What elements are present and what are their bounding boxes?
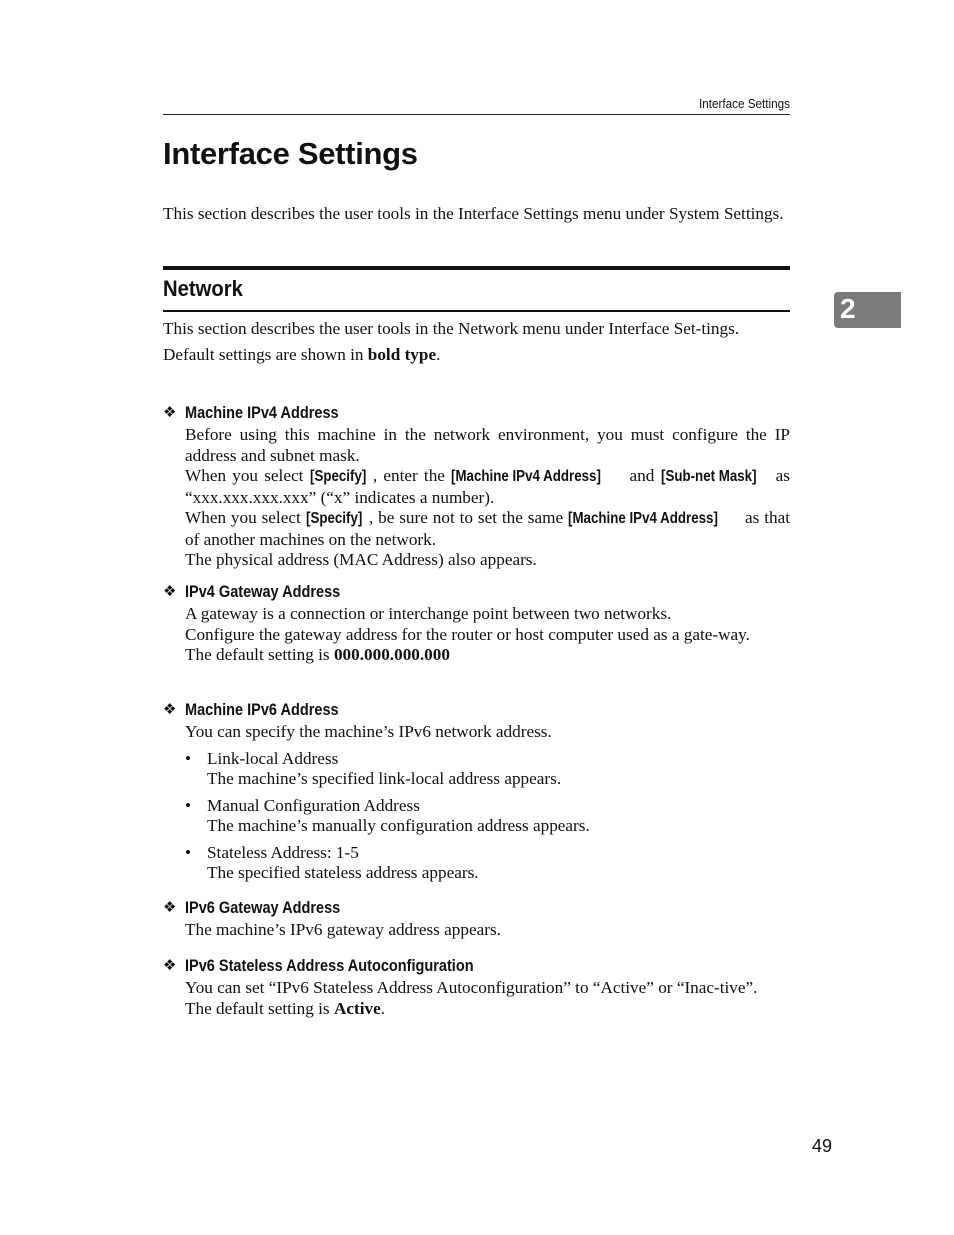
item-body bbox=[185, 920, 790, 941]
item-machine-ipv6 bbox=[163, 700, 790, 890]
item-heading bbox=[163, 582, 790, 604]
bullet-dot-icon: • bbox=[185, 842, 192, 862]
text: The default setting is bbox=[185, 645, 334, 664]
text: The default setting is bbox=[185, 998, 334, 1018]
header-rule bbox=[163, 114, 790, 115]
intro-paragraph bbox=[163, 204, 790, 225]
diamond-bullet-icon: ❖ bbox=[163, 956, 177, 974]
section-intro bbox=[163, 319, 790, 365]
paragraph: Before using this machine in the network environment, you must configure the IP address and subnet mask. bbox=[185, 425, 790, 465]
default-note-bold: bold type bbox=[367, 344, 437, 364]
key-label: [Machine IPv4 Address] bbox=[567, 510, 718, 527]
text: and bbox=[623, 466, 661, 485]
diamond-bullet-icon: ❖ bbox=[163, 700, 177, 718]
paragraph: Configure the gateway address for the router or host computer used as a gate-way. bbox=[185, 624, 750, 644]
paragraph: The physical address (MAC Address) also appears. bbox=[185, 550, 537, 569]
key-label: [Sub-net Mask] bbox=[660, 468, 757, 485]
item-heading bbox=[163, 898, 790, 920]
item-title: Machine IPv6 Address bbox=[185, 701, 339, 719]
paragraph: The machine’s IPv6 gateway address appears. bbox=[185, 920, 501, 939]
paragraph: You can set “IPv6 Stateless Address Autoconfiguration” to “Active” or “Inac-tive”. bbox=[185, 978, 758, 997]
list-item-desc: The machine’s specified link-local address appears. bbox=[207, 769, 562, 788]
list-item bbox=[185, 796, 790, 837]
item-ipv6-gateway bbox=[163, 898, 790, 941]
item-title: IPv6 Stateless Address Autoconfiguration bbox=[185, 957, 474, 975]
list-item bbox=[185, 843, 790, 884]
diamond-bullet-icon: ❖ bbox=[163, 898, 177, 916]
paragraph bbox=[185, 508, 790, 550]
item-heading bbox=[163, 700, 790, 722]
page-number: 49 bbox=[812, 1136, 833, 1156]
item-title: IPv6 Gateway Address bbox=[185, 899, 341, 917]
bullet-dot-icon: • bbox=[185, 795, 192, 815]
item-ipv4-gateway bbox=[163, 582, 790, 666]
paragraph bbox=[185, 645, 790, 666]
paragraph: A gateway is a connection or interchange point between two networks. bbox=[185, 604, 672, 623]
list-item-label: Manual Configuration Address bbox=[207, 795, 420, 815]
item-title: IPv4 Gateway Address bbox=[185, 583, 341, 601]
list-item-label: Link-local Address bbox=[207, 748, 339, 768]
intro-text: This section describes the user tools in the Interface Settings menu under System Settings. bbox=[163, 204, 784, 223]
item-heading bbox=[163, 956, 790, 978]
item-title: Machine IPv4 Address bbox=[185, 404, 339, 422]
section-intro-text: This section describes the user tools in the Network menu under Interface Set-tings. bbox=[163, 319, 740, 338]
text: , be sure not to set the same bbox=[368, 508, 568, 527]
default-note-text: Default settings are shown in bbox=[163, 344, 368, 364]
text: as “xxx.xxx.xxx.xxx” (“x” indicates a number). bbox=[185, 466, 790, 507]
list-item-label: Stateless Address: 1-5 bbox=[207, 842, 359, 862]
bullet-list bbox=[185, 749, 790, 884]
section-bottom-rule bbox=[163, 310, 790, 312]
paragraph bbox=[185, 999, 790, 1020]
section-title: Network bbox=[163, 276, 243, 301]
diamond-bullet-icon: ❖ bbox=[163, 403, 177, 421]
item-body bbox=[185, 604, 790, 666]
item-body bbox=[185, 722, 790, 884]
default-note bbox=[163, 345, 790, 366]
default-note-end: . bbox=[436, 344, 441, 364]
key-label: [Specify] bbox=[309, 468, 366, 485]
running-header: Interface Settings bbox=[698, 96, 790, 111]
key-label: [Machine IPv4 Address] bbox=[451, 468, 602, 485]
item-heading bbox=[163, 403, 790, 425]
list-item bbox=[185, 749, 790, 790]
item-machine-ipv4 bbox=[163, 403, 790, 571]
diamond-bullet-icon: ❖ bbox=[163, 582, 177, 600]
text: , enter the bbox=[372, 466, 452, 485]
key-label: [Specify] bbox=[305, 510, 362, 527]
text: When you select bbox=[185, 466, 310, 485]
paragraph bbox=[185, 466, 790, 508]
bullet-dot-icon: • bbox=[185, 748, 192, 768]
page-title: Interface Settings bbox=[163, 136, 418, 171]
list-item-desc: The machine’s manually configuration address appears. bbox=[207, 816, 590, 835]
item-body bbox=[185, 978, 790, 1019]
item-body bbox=[185, 425, 790, 571]
text: . bbox=[380, 998, 385, 1018]
item-ipv6-stateless bbox=[163, 956, 790, 1019]
chapter-number: 2 bbox=[840, 293, 856, 324]
default-value: 000.000.000.000 bbox=[333, 645, 450, 664]
list-item-desc: The specified stateless address appears. bbox=[207, 863, 479, 882]
section-top-rule bbox=[163, 266, 790, 270]
text: as that of another machines on the network. bbox=[185, 508, 790, 549]
paragraph: You can specify the machine’s IPv6 network address. bbox=[185, 722, 552, 741]
default-value: Active bbox=[333, 998, 381, 1018]
text: When you select bbox=[185, 508, 306, 527]
chapter-tab bbox=[834, 292, 901, 328]
